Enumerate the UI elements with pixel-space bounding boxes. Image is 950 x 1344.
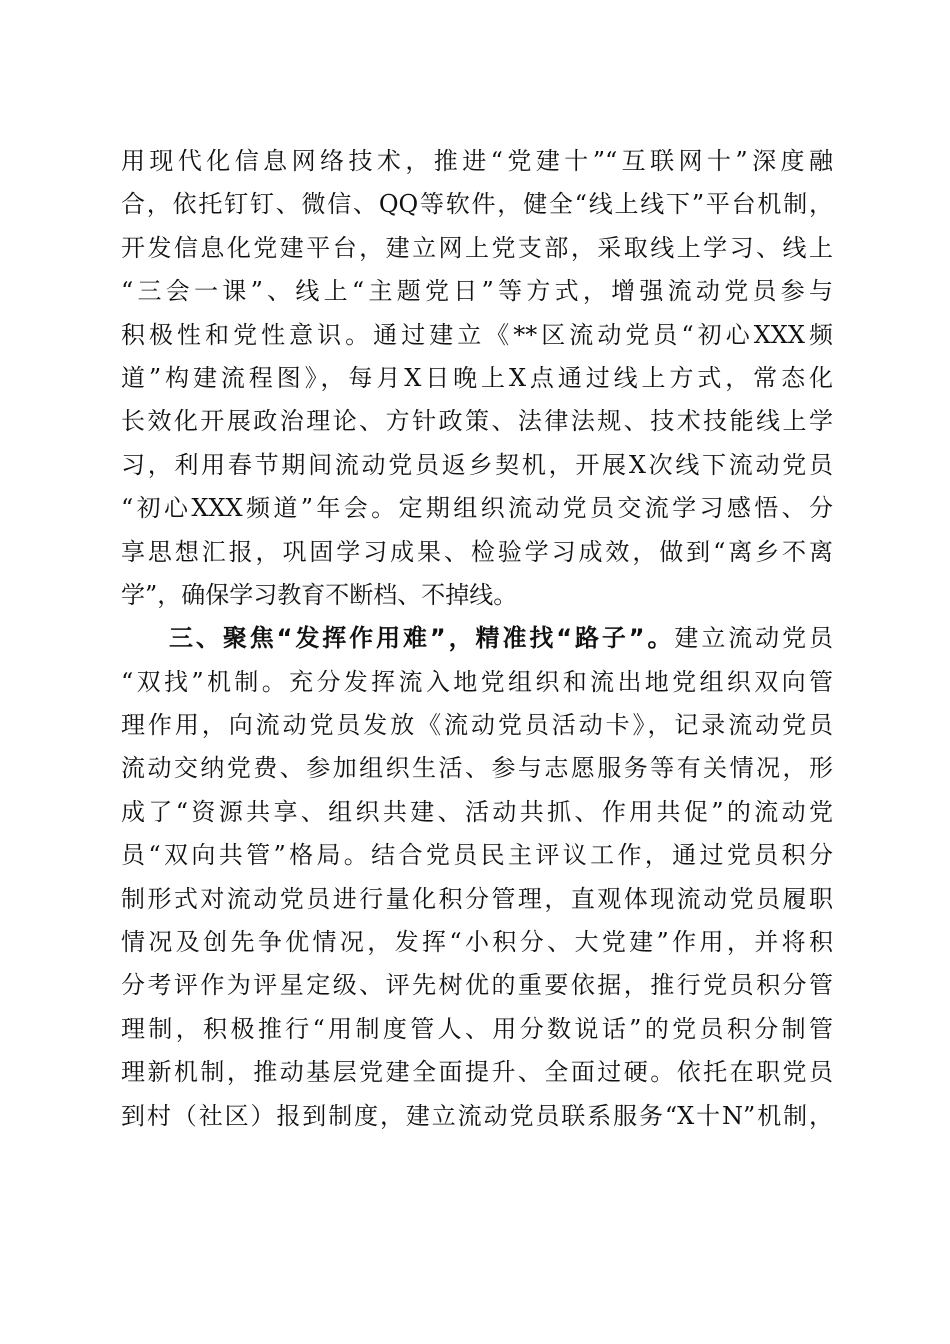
text-line: 习，利用春节期间流动党员返乡契机，开展X次线下流动党员	[121, 450, 833, 479]
text-line: 合，依托钉钉、微信、QQ等软件，健全“线上线下”平台机制，	[121, 190, 833, 219]
paragraph-online-study	[121, 140, 833, 617]
text-line: 理作用，向流动党员发放《流动党员活动卡》，记录流动党员	[121, 711, 833, 740]
text-line: “双找”机制。充分发挥流入地党组织和流出地党组织双向管	[121, 667, 833, 696]
text-line: 学”，确保学习教育不断档、不掉线。	[121, 580, 518, 609]
text-line: 理制，积极推行“用制度管人、用分数说话”的党员积分制管	[121, 1014, 833, 1043]
text-line: 用现代化信息网络技术，推进“党建十”“互联网十”深度融	[121, 147, 833, 175]
text-line: 分考评作为评星定级、评先树优的重要依据，推行党员积分管	[121, 971, 833, 1000]
text-line: 情况及创先争优情况，发挥“小积分、大党建”作用，并将积	[121, 928, 833, 957]
text-line: 长效化开展政治理论、方针政策、法律法规、技术技能线上学	[121, 407, 833, 436]
text-line: 制形式对流动党员进行量化积分管理，直观体现流动党员履职	[121, 884, 833, 913]
document-body	[121, 140, 833, 1138]
text-line: 道”构建流程图》，每月X日晚上X点通过线上方式，常态化	[121, 363, 833, 392]
text-line: 开发信息化党建平台，建立网上党支部，采取线上学习、线上	[121, 233, 833, 262]
text-line: 流动交纳党费、参加组织生活、参与志愿服务等有关情况，形	[121, 754, 833, 783]
text-run: 建立流动党员	[674, 624, 834, 653]
text-line: “初心XXX频道”年会。定期组织流动党员交流学习感悟、分	[121, 494, 833, 523]
text-line: 享思想汇报，巩固学习成果、检验学习成效，做到“离乡不离	[121, 537, 833, 566]
text-line: “三会一课”、线上“主题党日”等方式，增强流动党员参与	[121, 277, 833, 306]
text-line: 到村（社区）报到制度，建立流动党员联系服务“X十N”机制，	[121, 1101, 833, 1130]
text-line: 理新机制，推动基层党建全面提升、全面过硬。依托在职党员	[121, 1058, 833, 1087]
section-heading: 三、聚焦“发挥作用难”，精准找“路子”。	[169, 624, 675, 653]
paragraph-section-three	[121, 617, 833, 1138]
text-line: 积极性和党性意识。通过建立《**区流动党员“初心XXX频	[121, 320, 833, 349]
section-heading-line	[121, 617, 833, 660]
text-line: 成了“资源共享、组织共建、活动共抓、作用共促”的流动党	[121, 797, 833, 826]
text-line: 员“双向共管”格局。结合党员民主评议工作，通过党员积分	[121, 841, 833, 870]
